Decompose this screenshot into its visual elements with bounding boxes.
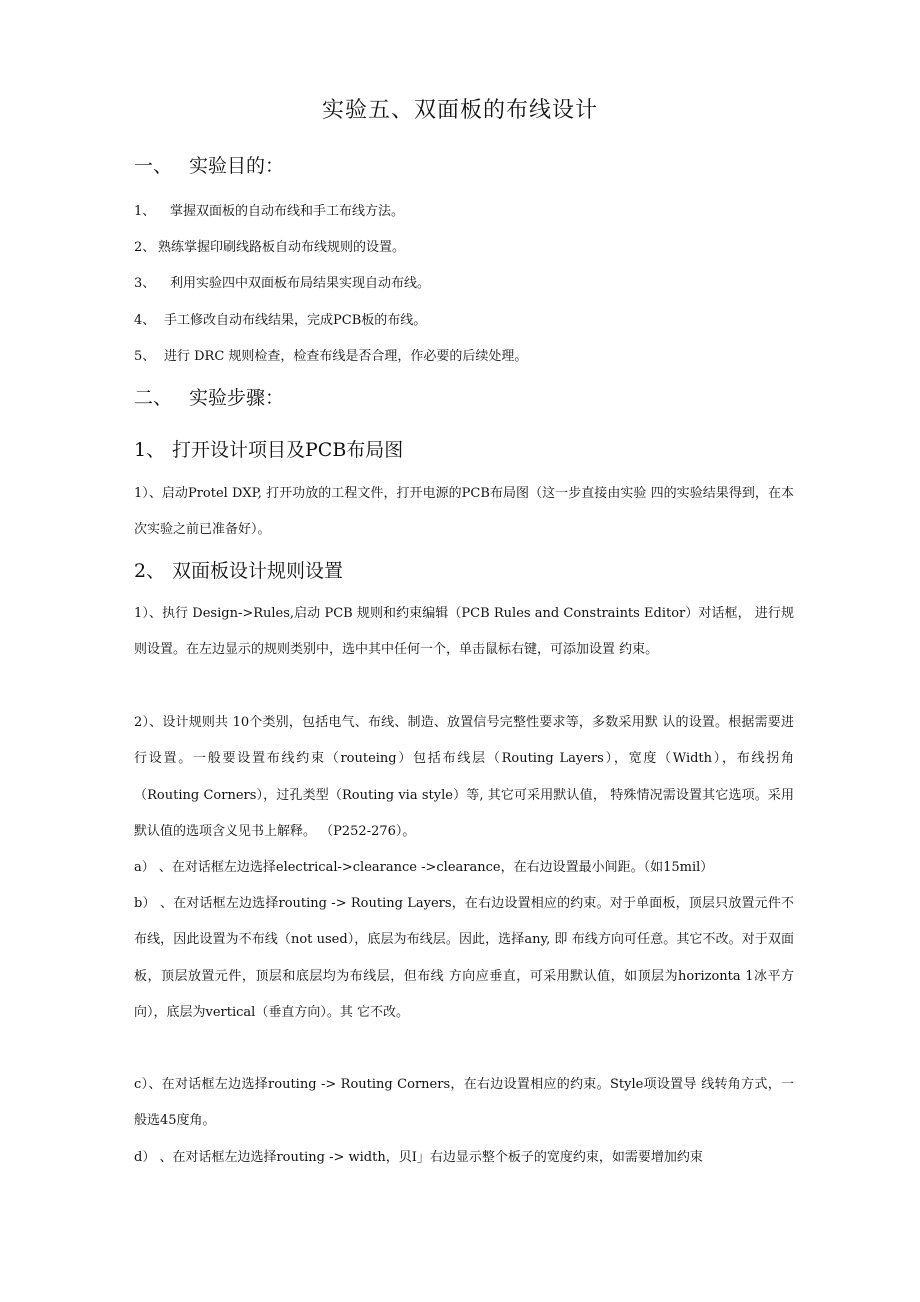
objective-item: 5、 进行 DRC 规则检查，检查布线是否合理，作必要的后续处理。 — [134, 349, 528, 364]
step-label: 打开设计项目及PCB布局图 — [172, 439, 404, 461]
objective-item: 1、 掌握双面板的自动布线和手工布线方法。 — [134, 204, 405, 219]
step2-paragraph-1: 1）、执行 Design->Rules,启动 PCB 规则和约束编辑（PCB Rules and Constraints Editor）对话框， 进行规则设置。在左边显示的规则类别中，选中其中任何一个，单击鼠标右键，可添加设置 约束。 — [134, 606, 794, 658]
step1-paragraph: 1）、启动Protel DXP, 打开功放的工程文件，打开电源的PCB布局图（这一步直接由实验 四的实验结果得到，在本次实验之前已准备好）。 — [134, 486, 794, 538]
step-heading-open-project — [134, 436, 403, 464]
section-label: 实验步骤： — [189, 387, 285, 409]
section-heading-objectives — [134, 152, 284, 180]
step-label: 双面板设计规则设置 — [172, 560, 344, 582]
step2-paragraph-2: 2）、设计规则共 10个类别，包括电气、布线、制造、放置信号完整性要求等，多数采用默 认的设置。根据需要进行设置。一般要设置布线约束（routeing）包括布线层（Routing Layers），宽度（Width），布线拐角（Routing Corners），过孔类型（Routing via style）等, 其它可采用默认值， 特殊情况需设置其它选项。采用默认值的选项含义见书上解释。 （P252-276）。 — [134, 715, 794, 839]
section-number: 二、 — [134, 387, 173, 409]
step2-item-b: b） 、在对话框左边选择routing -> Routing Layers，在右边设置相应的约束。对于单面板，顶层只放置元件不布线，因此设置为不布线（not used），底层为布线层。因此，选择any, 即 布线方向可任意。其它不改。对于双面板，顶层放置元件，顶层和底层均为布线层，但布线 方向应垂直，可采用默认值，如顶层为horizonta 1冰平方向），底层为vertical（垂直方向）。其 它不改。 — [134, 896, 794, 1020]
step2-item-c: c）、在对话框左边选择routing -> Routing Corners，在右边设置相应的约束。Style项设置导 线转角方式，一般选45度角。 — [134, 1077, 794, 1129]
objective-item: 3、 利用实验四中双面板布局结果实现自动布线。 — [134, 276, 431, 291]
step2-item-a: a） 、在对话框左边选择electrical->clearance ->clearance，在右边设置最小间距。（如15mil） — [134, 860, 714, 875]
section-label: 实验目的： — [189, 155, 285, 177]
step-number: 1、 — [134, 439, 166, 461]
page-title: 实验五、双面板的布线设计 — [321, 98, 598, 123]
section-number: 一、 — [134, 155, 173, 177]
objective-item: 4、 手工修改自动布线结果，完成PCB板的布线。 — [134, 313, 427, 328]
step-number: 2、 — [134, 560, 166, 582]
step-heading-design-rules — [134, 557, 343, 585]
section-heading-steps — [134, 384, 284, 412]
step2-item-d: d） 、在对话框左边选择routing -> width，贝I」右边显示整个板子的宽度约束，如需要增加约束 — [134, 1150, 703, 1165]
objective-item: 2、 熟练掌握印刷线路板自动布线规则的设置。 — [134, 240, 406, 255]
